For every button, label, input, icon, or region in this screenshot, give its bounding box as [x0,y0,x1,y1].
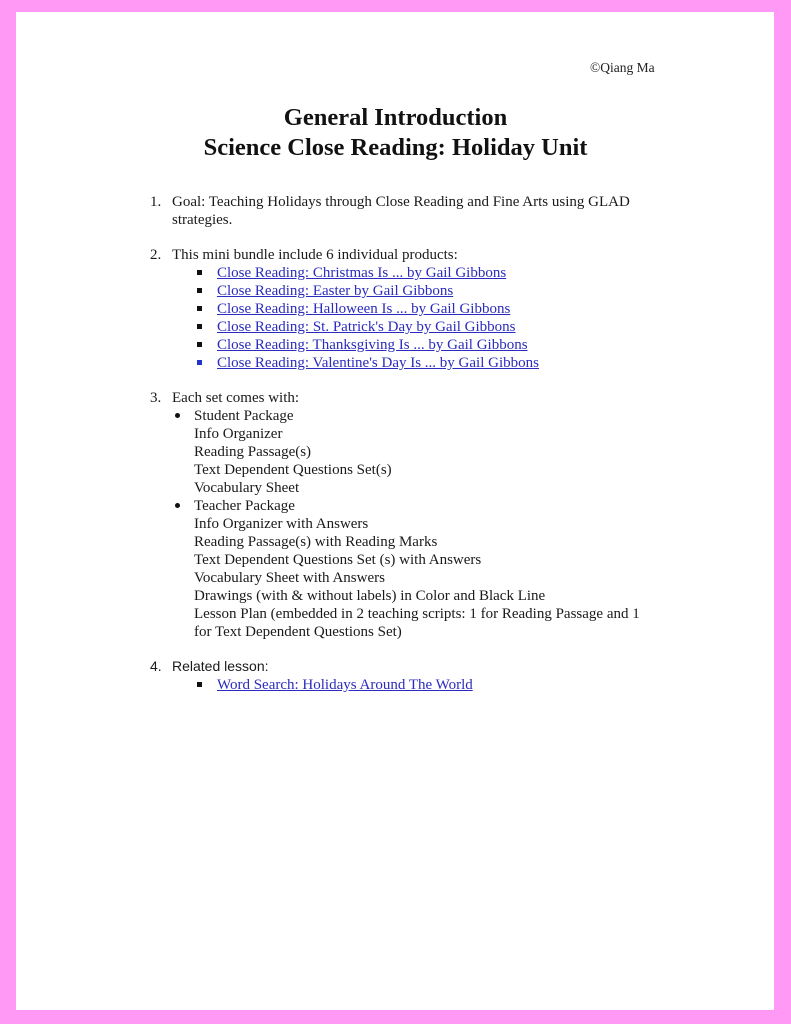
package-content: Info Organizer [194,426,283,442]
square-bullet-icon [197,324,202,329]
item-number: 3. [150,390,162,406]
package-content: Vocabulary Sheet [194,480,300,496]
item-number: 1. [150,194,162,210]
package-name: Student Package [194,408,294,424]
package-content: Text Dependent Questions Set(s) [194,462,392,478]
title-line-1: General Introduction [283,104,508,131]
set-contents-text: Each set comes with: [172,390,300,406]
package-content: Info Organizer with Answers [194,516,369,532]
round-bullet-icon [175,503,180,508]
round-bullet-icon [175,413,180,418]
related-lesson-link[interactable]: Word Search: Holidays Around The World [217,677,473,693]
package-content: Vocabulary Sheet with Answers [194,570,385,586]
package-content: Reading Passage(s) with Reading Marks [194,534,438,550]
item-number: 4. [150,658,162,674]
package-content: Drawings (with & without labels) in Color and Black Line [194,588,546,604]
square-bullet-icon [197,270,202,275]
copyright-notice: ©Qiang Ma [590,60,655,75]
square-bullet-icon [197,288,202,293]
package-content: Reading Passage(s) [194,444,312,460]
title-line-2: Science Close Reading: Holiday Unit [203,134,588,161]
square-bullet-icon [197,360,202,365]
square-bullet-icon [197,306,202,311]
package-content: for Text Dependent Questions Set) [194,624,402,640]
bundle-text: This mini bundle include 6 individual products: [172,247,458,263]
package-content: Text Dependent Questions Set (s) with Answers [194,552,482,568]
product-link-halloween[interactable]: Close Reading: Halloween Is ... by Gail Gibbons [217,301,511,317]
related-lesson-text: Related lesson: [172,658,269,674]
product-link-thanksgiving[interactable]: Close Reading: Thanksgiving Is ... by Gail Gibbons [217,337,528,353]
product-link-christmas[interactable]: Close Reading: Christmas Is ... by Gail Gibbons [217,265,507,281]
goal-text: Goal: Teaching Holidays through Close Reading and Fine Arts using GLAD [172,194,630,210]
item-number: 2. [150,247,162,263]
package-content: Lesson Plan (embedded in 2 teaching scripts: 1 for Reading Passage and 1 [194,606,640,622]
square-bullet-icon [197,342,202,347]
product-link-st-patricks[interactable]: Close Reading: St. Patrick's Day by Gail Gibbons [217,319,516,335]
package-name: Teacher Package [194,498,295,514]
product-link-valentines[interactable]: Close Reading: Valentine's Day Is ... by Gail Gibbons [217,355,539,371]
product-link-easter[interactable]: Close Reading: Easter by Gail Gibbons [217,283,454,299]
goal-text-cont: strategies. [172,212,233,228]
square-bullet-icon [197,682,202,687]
